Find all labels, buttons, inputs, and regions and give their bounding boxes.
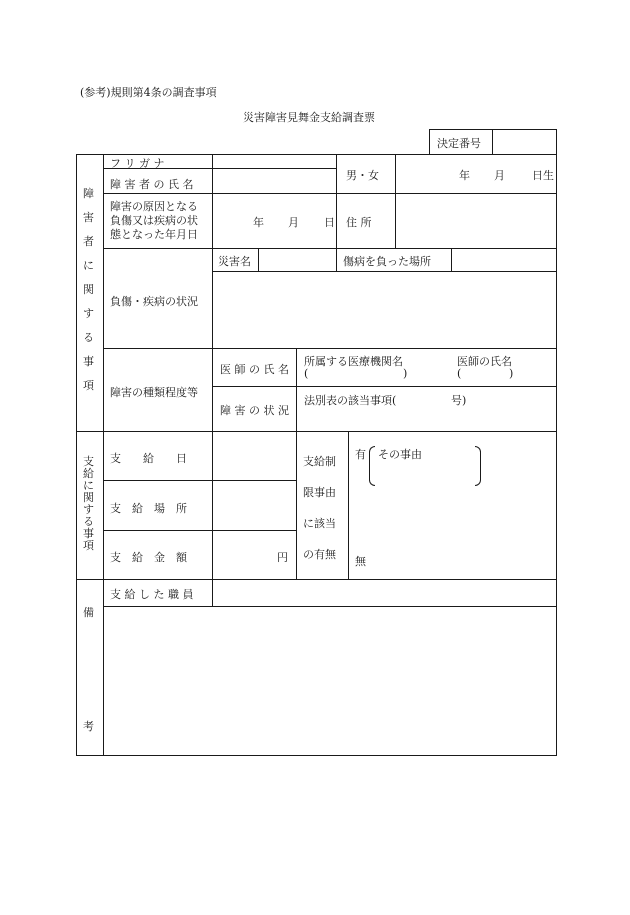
victim-section-label [83,188,94,404]
payment-section-char: に [83,479,94,492]
remarks-label-bottom: 考 [83,720,94,733]
restriction-label-line: に該当 [303,517,336,530]
furigana-field[interactable] [214,156,334,167]
payment-section-label [83,456,94,552]
remarks-label-top: 備 [83,606,94,619]
reason-field[interactable] [378,460,474,482]
birth-day-label: 日生 [532,169,554,182]
staff-label: 支 給 し た 職 員 [110,588,194,601]
injury-place-field[interactable] [454,251,554,269]
birth-month-label: 月 [494,169,505,182]
annex-close: 号) [451,394,467,407]
reference-title: (参考)規則第4条の調査事項 [80,86,217,99]
birth-year-label: 年 [459,169,470,182]
cause-day-label: 日 [324,216,335,229]
payment-section-char: す [83,503,94,516]
institution-paren-open: ( [304,367,309,380]
pay-amount-label: 支 給 金 額 [110,551,187,564]
cause-date-label-line: 障害の原因となる [110,200,198,213]
victim-section-char: 事 [83,355,94,368]
doctor-name-sub-label: 医師の氏名 [457,355,512,368]
injury-status-field[interactable] [215,274,554,346]
remarks-field[interactable] [106,609,554,752]
cause-month-label: 月 [288,216,299,229]
victim-name-field[interactable] [214,170,334,191]
decision-number-field[interactable] [495,131,553,151]
payment-section-char: 項 [83,539,94,552]
doctor-paren-close: ) [509,367,514,380]
payment-section-char: 事 [83,527,94,540]
disability-type-label: 障害の種類程度等 [110,386,198,399]
form-title: 災害障害見舞金支給調査票 [243,111,375,124]
yen-label: 円 [277,551,288,564]
restriction-label-line: の有無 [303,548,336,561]
address-field[interactable] [398,196,554,246]
pay-date-field[interactable] [215,434,293,478]
pay-place-field[interactable] [215,483,293,528]
reason-bracket-left [369,446,375,486]
injury-place-label: 傷病を負った場所 [343,255,431,268]
yes-option[interactable]: 有 [355,448,366,461]
disaster-name-field[interactable] [261,251,334,269]
payment-section-char: 関 [83,491,94,504]
victim-section-char: る [83,331,94,344]
victim-section-char: 害 [83,211,94,224]
disability-status-label: 障 害 の 状 況 [220,404,289,417]
pay-date-label: 支 給 日 [110,452,187,465]
payment-section-char: る [83,515,94,528]
payment-section-char: 給 [83,467,94,480]
injury-status-label: 負傷・疾病の状況 [110,295,198,308]
cause-date-label [110,200,198,242]
cause-year-label: 年 [253,216,264,229]
victim-section-char: 者 [83,235,94,248]
sex-label[interactable]: 男・女 [346,169,379,182]
pay-place-label: 支 給 場 所 [110,502,187,515]
institution-label: 所属する医療機関名 [304,355,403,368]
staff-field[interactable] [215,582,554,604]
annex-label: 法別表の該当事項( [304,394,397,407]
victim-section-char: す [83,307,94,320]
victim-section-char: 障 [83,187,94,200]
victim-section-char: 関 [83,283,94,296]
address-label: 住 所 [346,216,372,229]
victim-section-char: 項 [83,379,94,392]
victim-section-char: に [83,259,94,272]
restriction-label-line: 限事由 [303,486,336,499]
cause-date-label-line: 負傷又は疾病の状 [110,214,198,227]
restriction-label-line: 支給制 [303,455,336,468]
decision-number-label: 決定番号 [437,137,481,150]
furigana-label: フ リ ガ ナ [110,157,165,170]
no-option[interactable]: 無 [355,555,366,568]
cause-date-label-line: 態となった年月日 [110,228,198,241]
doctor-paren-open: ( [457,367,462,380]
institution-paren-close: ) [403,367,408,380]
payment-section-char: 支 [83,455,94,468]
victim-name-label: 障 害 者 の 氏 名 [110,178,194,191]
doctor-name-label: 医 師 の 氏 名 [220,363,289,376]
disaster-name-label: 災害名 [218,255,251,268]
reason-bracket-right [475,446,481,486]
reason-label: その事由 [378,448,422,461]
restriction-label [303,446,336,570]
